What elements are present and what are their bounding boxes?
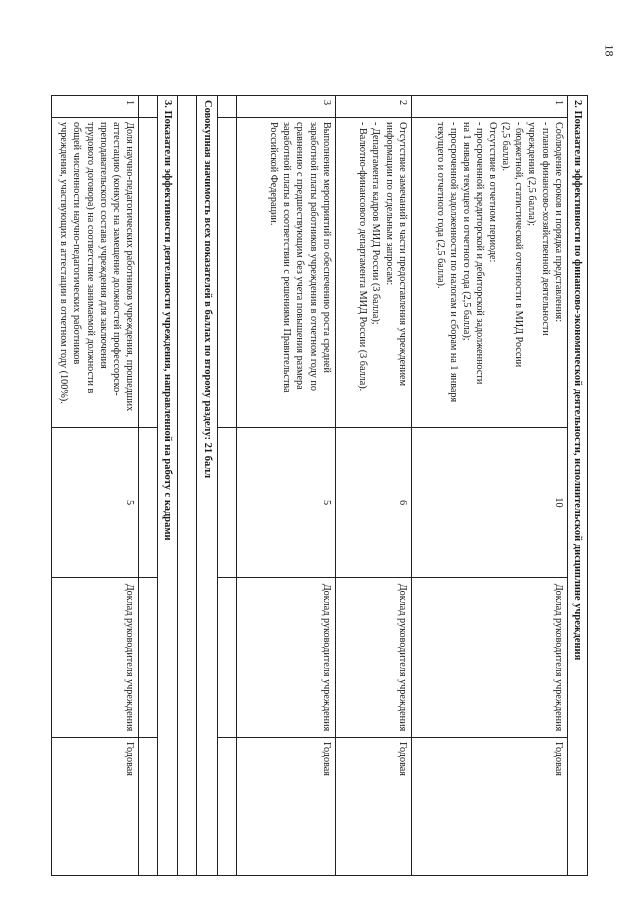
indicator-line: - Департамента кадров МИД России (3 балла);	[370, 122, 382, 325]
indicator-period: Годовая	[335, 738, 411, 876]
indicator-line: текущего и отчетного года (2,5 балла).	[435, 122, 447, 289]
table-row	[51, 96, 138, 876]
indicator-period: Годовая	[51, 738, 138, 876]
indicator-line: на 1 января текущего и отчетного года (2,5 балла);	[461, 122, 473, 341]
indicator-period: Годовая	[236, 738, 335, 876]
indicator-line: Доля научно-педагогических работников учреждения, прошедших	[123, 122, 135, 412]
indicator-line: (2,5 балла).	[500, 122, 512, 172]
indicator-score: 5	[51, 428, 138, 578]
empty-row	[217, 96, 236, 876]
indicator-source: Доклад руководителя учреждения	[335, 578, 411, 738]
table-row	[411, 96, 567, 876]
indicator-description	[411, 118, 567, 428]
indicator-line: заработной платы работников учреждения в отчетном году по	[307, 122, 319, 391]
table-row	[335, 96, 411, 876]
indicator-line: Отсутствие замечаний в части предоставления учреждением	[396, 122, 408, 387]
indicator-line: информации по отдельным запросам:	[383, 122, 395, 286]
page-number: 18	[602, 44, 617, 57]
indicator-line: учреждения (2,5 балла);	[526, 122, 538, 227]
empty-row	[138, 96, 157, 876]
section-3-title: 3. Показатели эффективности деятельности учреждения, направленной на работу с кадрами	[157, 96, 177, 876]
indicator-line: - просроченной задолженности по налогам и сборам на 1 января	[448, 122, 460, 403]
row-number: 1	[51, 96, 138, 118]
indicators-table-rotated	[58, 95, 588, 875]
indicator-line: - Валютно-финансового департамента МИД России (3 балла).	[357, 122, 369, 392]
row-number: 3	[236, 96, 335, 118]
row-number: 2	[335, 96, 411, 118]
indicator-line: Отсутствие в отчетном периоде:	[487, 122, 499, 263]
section-gap-row	[178, 96, 197, 876]
indicator-line: Выполнение мероприятий по обеспечению роста средней	[320, 122, 332, 374]
indicator-line: Российской Федерации.	[268, 122, 280, 226]
indicator-line: - планов финансово-хозяйственной деятельности	[539, 122, 551, 336]
indicator-source: Доклад руководителя учреждения	[236, 578, 335, 738]
indicator-score: 6	[335, 428, 411, 578]
indicator-line: Соблюдение сроков и порядка представления:	[552, 122, 564, 323]
indicators-table	[51, 95, 588, 876]
section-2-header-row	[567, 96, 587, 876]
indicator-description	[51, 118, 138, 428]
indicator-description	[236, 118, 335, 428]
indicator-line: - бюджетной, статистической отчетности в МИД России	[513, 122, 525, 368]
indicator-description	[335, 118, 411, 428]
table-row	[236, 96, 335, 876]
indicator-line: заработной платы в соответствии с решениями Правительства	[281, 122, 293, 393]
section-3-header-row	[157, 96, 177, 876]
indicator-line: трудового договора) на соответствие занимаемой должности в	[84, 122, 96, 394]
section-2-total-row	[197, 96, 217, 876]
section-2-total: Совокупная значимость всех показателей в баллах по второму разделу: 21 балл	[197, 96, 217, 876]
section-2-title: 2. Показатели эффективности по финансово-экономической деятельности, исполнительской дисциплине учреждения	[567, 96, 587, 876]
row-number: 1	[411, 96, 567, 118]
indicator-source: Доклад руководителя учреждения	[411, 578, 567, 738]
indicator-score: 10	[411, 428, 567, 578]
indicator-score: 5	[236, 428, 335, 578]
indicator-line: - просроченной кредиторской и дебиторской задолженности	[474, 122, 486, 385]
indicator-line: общей численности научно-педагогических работников	[71, 122, 83, 365]
indicator-line: преподавательского состава учреждения для заключения	[97, 122, 109, 369]
indicator-line: сравнению с предшествующим без учета повышения размера	[294, 122, 306, 390]
indicator-period: Годовая	[411, 738, 567, 876]
indicator-line: аттестацию (конкурс на замещение должностей профессорско-	[110, 122, 122, 396]
indicator-source: Доклад руководителя учреждения	[51, 578, 138, 738]
indicator-line: учреждения, участвующих в аттестации в отчетном году (100%).	[58, 122, 70, 404]
